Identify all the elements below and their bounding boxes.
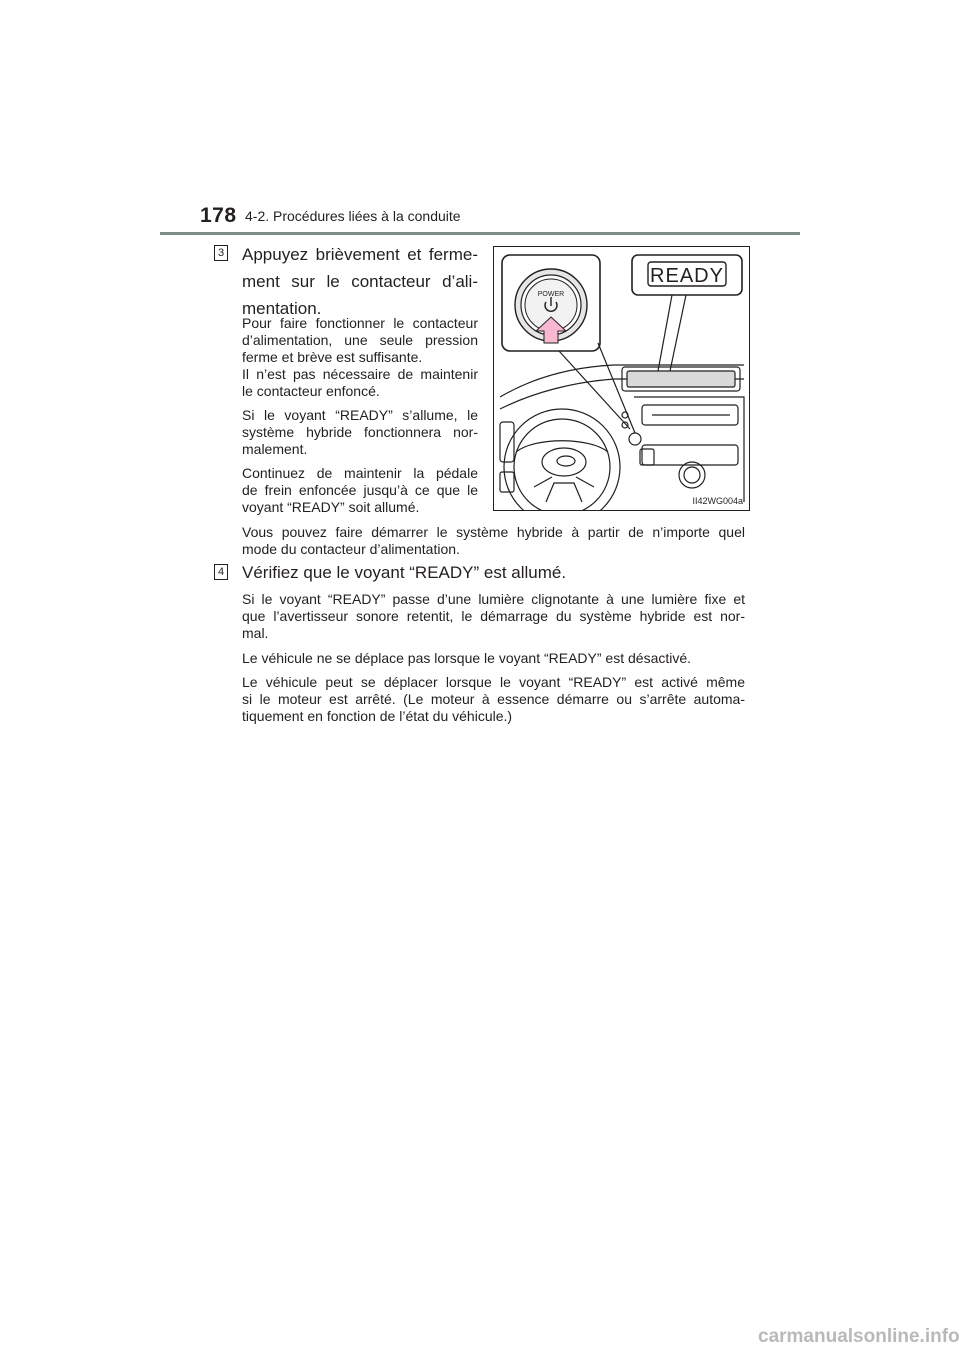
figure-code: II42WG004a xyxy=(692,496,743,506)
step-3-paragraph-1: Pour faire fonctionner le contacteur d’alimentation, une seule pression ferme et brève est suffisante. Il n’est pas nécessaire de maintenir le contacteur enfoncé. xyxy=(242,315,478,399)
step-4-heading: Vérifiez que le voyant “READY” est allumé. xyxy=(242,563,567,582)
footer-watermark[interactable]: carmanualsonline.info xyxy=(758,1326,960,1347)
power-button-label: POWER xyxy=(537,291,565,298)
step-4-badge: 4 xyxy=(214,564,228,580)
step-4-paragraph-3: Le véhicule peut se déplacer lorsque le voyant “READY” est activé même si le moteur est arrêté. (Le moteur à essence démarre ou s’arrête automa- tiquement en fonction de l’état du véhicule.) xyxy=(242,674,745,724)
dashboard-drawing xyxy=(494,247,749,510)
step-3-paragraph-2: Si le voyant “READY” s’allume, le système hybride fonctionnera nor- malement. xyxy=(242,407,478,457)
step-3-paragraph-3: Continuez de maintenir la pédale de frein enfoncée jusqu’à ce que le voyant “READY” soit allumé. xyxy=(242,465,478,515)
step-3-badge: 3 xyxy=(214,245,228,261)
step-4-paragraph-2: Le véhicule ne se déplace pas lorsque le voyant “READY” est désactivé. xyxy=(242,650,692,666)
header-rule xyxy=(160,232,800,235)
section-title: 4-2. Procédures liées à la conduite xyxy=(245,208,461,224)
step-3-paragraph-4: Vous pouvez faire démarrer le système hybride à partir de n’importe quel mode du contacteur d’alimentation. xyxy=(242,524,745,557)
page-number: 178 xyxy=(200,204,237,227)
step-4-paragraph-1: Si le voyant “READY” passe d’une lumière clignotante à une lumière fixe et que l’avertisseur sonore retentit, le démarrage du système hybride est nor- mal. xyxy=(242,591,745,641)
ready-indicator-label: READY xyxy=(650,265,724,287)
step-3-heading: Appuyez brièvement et ferme- ment sur le contacteur d’ali- mentation. xyxy=(242,245,478,318)
dashboard-illustration xyxy=(493,246,750,511)
